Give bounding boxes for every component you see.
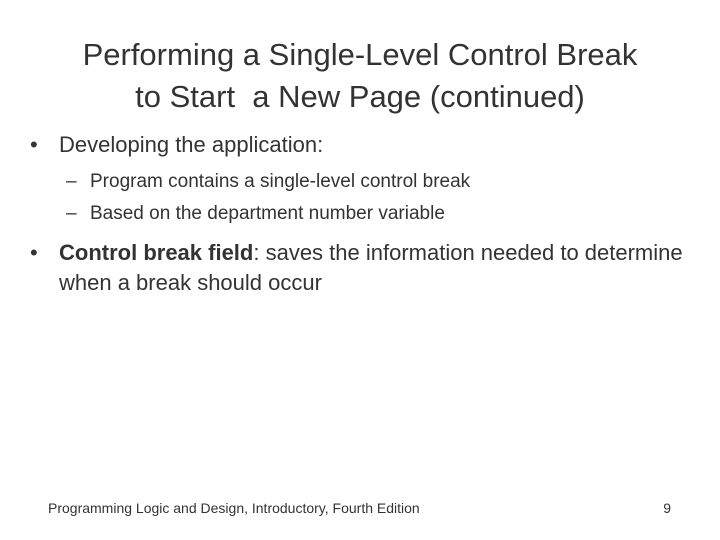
bullet-developing [30, 130, 690, 160]
subbullet-program [30, 166, 690, 198]
bullet-definition: : saves the information needed to determine when a break should occur [59, 240, 683, 295]
slide-title-line-2: to Start a New Page (continued) [135, 79, 585, 114]
slide-title [20, 34, 700, 118]
bullet-control-break-field [30, 238, 690, 298]
subbullet-based-on [30, 198, 690, 230]
slide-title-line-1: Performing a Single-Level Control Break [82, 37, 638, 72]
subbullet-marker: – [66, 171, 77, 192]
page-number: 9 [663, 500, 671, 516]
bullet-text: Developing the application: [59, 132, 324, 157]
bullet-term: Control break field [59, 240, 254, 265]
subbullet-text: Based on the department number variable [90, 203, 445, 224]
footer-text: Programming Logic and Design, Introductory, Fourth Edition [48, 500, 420, 516]
bullet-marker: • [30, 132, 38, 157]
bullet-marker: • [30, 240, 38, 265]
subbullet-text: Program contains a single-level control break [90, 171, 471, 192]
subbullet-marker: – [66, 203, 77, 224]
bullet-text [59, 238, 690, 298]
slide-body [30, 130, 690, 298]
